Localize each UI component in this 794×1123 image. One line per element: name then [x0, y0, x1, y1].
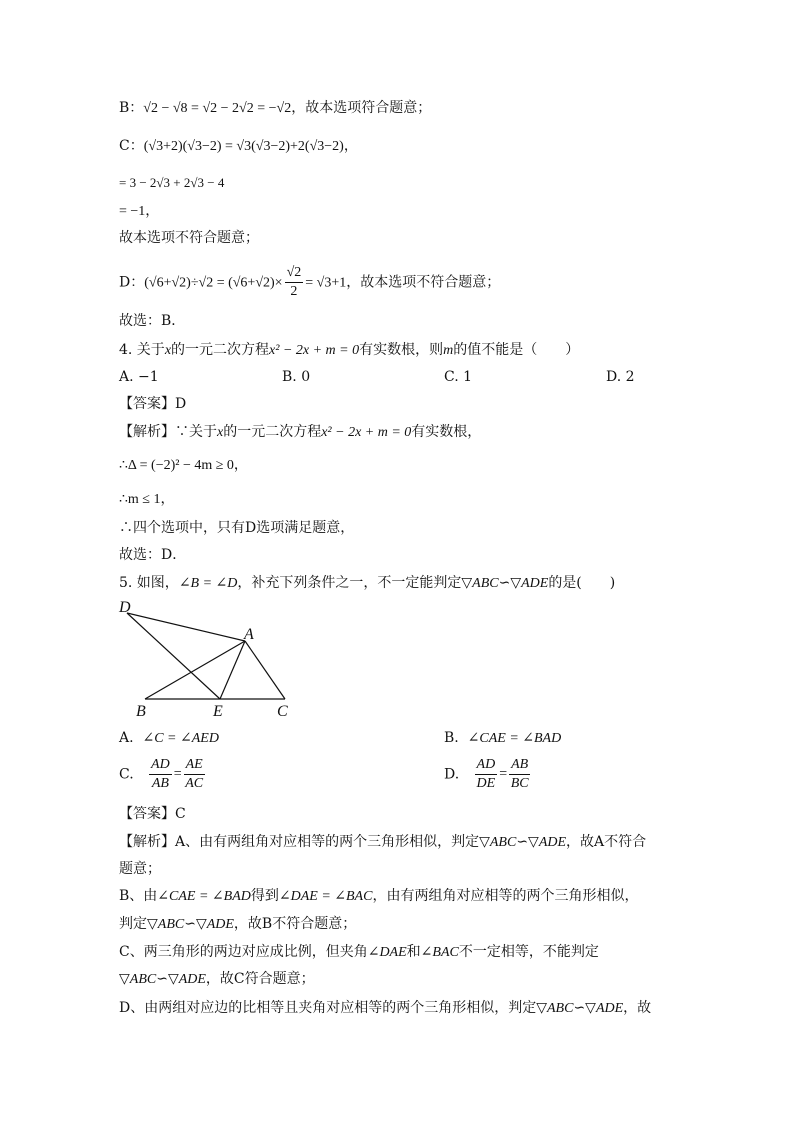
text: B、由	[119, 888, 158, 904]
question-4-stem	[119, 340, 579, 361]
point-label-a: A	[244, 626, 254, 643]
text: 有实数根，	[411, 424, 482, 440]
text: 的值不能是（ ）	[453, 342, 580, 358]
segment-da	[127, 613, 245, 641]
explanation-line	[119, 914, 356, 935]
math-angle: ∠BAC	[420, 945, 459, 960]
explanation-line	[119, 998, 651, 1019]
text: 4. 关于	[119, 342, 165, 358]
point-label-d: D	[119, 599, 131, 616]
math-similarity: ▽ABC∽▽ADE	[461, 576, 549, 591]
text: 【解析】A、由有两组角对应相等的两个三角形相似，判定	[119, 834, 480, 850]
math-expression: = √3+1	[305, 275, 347, 291]
point-label-c: C	[277, 703, 288, 720]
text: D、由两组对应边的比相等且夹角对应相等的两个三角形相似，判定	[119, 1000, 537, 1016]
solution-step: ∴Δ = (−2)² − 4m ≥ 0，	[119, 458, 248, 473]
option-a	[119, 728, 219, 749]
option-label: C.	[119, 766, 134, 783]
fraction-denominator: BC	[510, 776, 529, 791]
explanation-line	[119, 832, 646, 853]
option-label: D.	[444, 766, 460, 783]
segment-ba	[145, 641, 245, 699]
text: C、两三角形的两边对应成比例，但夹角	[119, 944, 368, 960]
text: 有实数根，则	[359, 342, 444, 358]
solution-step: ∴m ≤ 1，	[119, 492, 175, 507]
fraction-numerator: AD	[149, 756, 172, 775]
math-equation: ∠CAE = ∠BAD	[467, 731, 562, 746]
option-b-prefix: B：	[119, 100, 144, 116]
option-label: B.	[444, 730, 459, 746]
math-similarity: ▽ABC∽▽ADE	[479, 835, 567, 850]
explanation-line	[119, 886, 638, 907]
fraction-numerator: √2	[285, 264, 304, 283]
text: 和	[406, 944, 421, 960]
math-similarity: ▽ABC∽▽ADE	[147, 917, 234, 932]
text: 判定	[119, 916, 147, 932]
solution-step: = −1，	[119, 204, 160, 219]
math-equation: ∠DAE = ∠BAC	[278, 889, 373, 904]
math-similarity: ▽ABC∽▽ADE	[119, 972, 206, 987]
math-expression: √2 − √8 = √2 − 2√2 = −√2	[143, 101, 292, 116]
solution-conclusion: 故本选项不符合题意；	[119, 230, 259, 246]
explanation-line	[119, 422, 481, 443]
solution-line-c	[119, 136, 358, 157]
math-var: x	[217, 425, 224, 440]
point-label-b: B	[136, 703, 146, 720]
math-expression: (√3+2)(√3−2) = √3(√3−2)+2(√3−2)	[143, 139, 344, 154]
fraction-denominator: AB	[151, 776, 169, 791]
text: ，故本选项不符合题意；	[346, 274, 501, 291]
text: ，故本选项符合题意；	[291, 100, 432, 116]
text: ，故C符合题意；	[205, 971, 315, 987]
math-var: m	[443, 343, 454, 358]
segment-ea	[220, 641, 245, 699]
text: ，故A不符合	[566, 834, 647, 850]
answer-label: 【答案】C	[119, 806, 186, 822]
math-equation: ∠CAE = ∠BAD	[157, 889, 251, 904]
option-label: A.	[119, 730, 134, 746]
solution-step: = 3 − 2√3 + 2√3 − 4	[119, 175, 225, 190]
fraction-denominator: DE	[476, 776, 496, 791]
fraction-numerator: AD	[475, 756, 498, 775]
explanation-line	[119, 969, 315, 990]
option-b	[444, 728, 561, 749]
explanation-line: 题意；	[119, 861, 161, 877]
segment-de	[127, 613, 220, 699]
solution-line-b	[119, 98, 431, 119]
text: 的一元二次方程	[171, 342, 270, 358]
option-b: B. 0	[282, 369, 311, 385]
math-equation: x² − 2x + m = 0	[269, 343, 360, 358]
math-expression: (√6+√2)÷√2 = (√6+√2)×	[144, 275, 283, 291]
fraction-denominator: AC	[185, 776, 204, 791]
option-d: D. 2	[606, 369, 635, 385]
text: ，故	[623, 1000, 652, 1016]
math-similarity: ▽ABC∽▽ADE	[536, 1001, 624, 1016]
triangle-figure	[115, 597, 315, 722]
math-equation: ∠B = ∠D	[178, 576, 238, 591]
text: ，故B不符合题意；	[233, 916, 357, 932]
math-angle: ∠DAE	[367, 945, 407, 960]
explanation-line	[119, 942, 599, 963]
fraction	[285, 264, 304, 301]
fraction	[184, 756, 205, 793]
answer-label: 【答案】D	[119, 396, 187, 412]
option-d: D. $\frac{AD}{DE}$ = $\frac{AB}{BC}$	[444, 757, 529, 791]
math-var: x	[164, 343, 172, 358]
text: ，由有两组角对应相等的两个三角形相似，	[372, 888, 639, 904]
segment-ac	[245, 641, 285, 699]
fraction-numerator: AE	[184, 756, 205, 775]
text: ，补充下列条件之一，不一定能判定	[237, 575, 462, 591]
option-d-prefix: D：	[119, 274, 145, 291]
text: 5. 如图，	[119, 575, 179, 591]
fraction	[509, 756, 530, 793]
point-label-e: E	[213, 703, 223, 720]
text: 【解析】∵关于	[119, 424, 217, 440]
fraction-denominator: 2	[290, 284, 298, 299]
fraction-numerator: AB	[509, 756, 530, 775]
solution-step: ∴四个选项中，只有D选项满足题意，	[119, 520, 355, 536]
text: 不一定相等，不能判定	[458, 944, 599, 960]
text: ，	[343, 138, 358, 154]
text: 的一元二次方程	[223, 424, 322, 440]
answer-line: 故选：D．	[119, 547, 187, 563]
math-equation: ∠C = ∠AED	[142, 731, 219, 746]
text: 的是( )	[548, 575, 616, 591]
fraction	[475, 756, 498, 793]
question-5-stem	[119, 573, 615, 594]
option-c: C. 1	[444, 369, 473, 385]
solution-line-d	[119, 264, 500, 301]
option-c: C. $\frac{AD}{AB}$ = $\frac{AE}{AC}$	[119, 757, 204, 791]
option-c-prefix: C：	[119, 138, 144, 154]
math-equation: x² − 2x + m = 0	[321, 425, 412, 440]
answer-line: 故选：B．	[119, 313, 186, 329]
text: 得到	[250, 888, 279, 904]
fraction	[149, 756, 172, 793]
option-a: A. −1	[119, 369, 159, 385]
